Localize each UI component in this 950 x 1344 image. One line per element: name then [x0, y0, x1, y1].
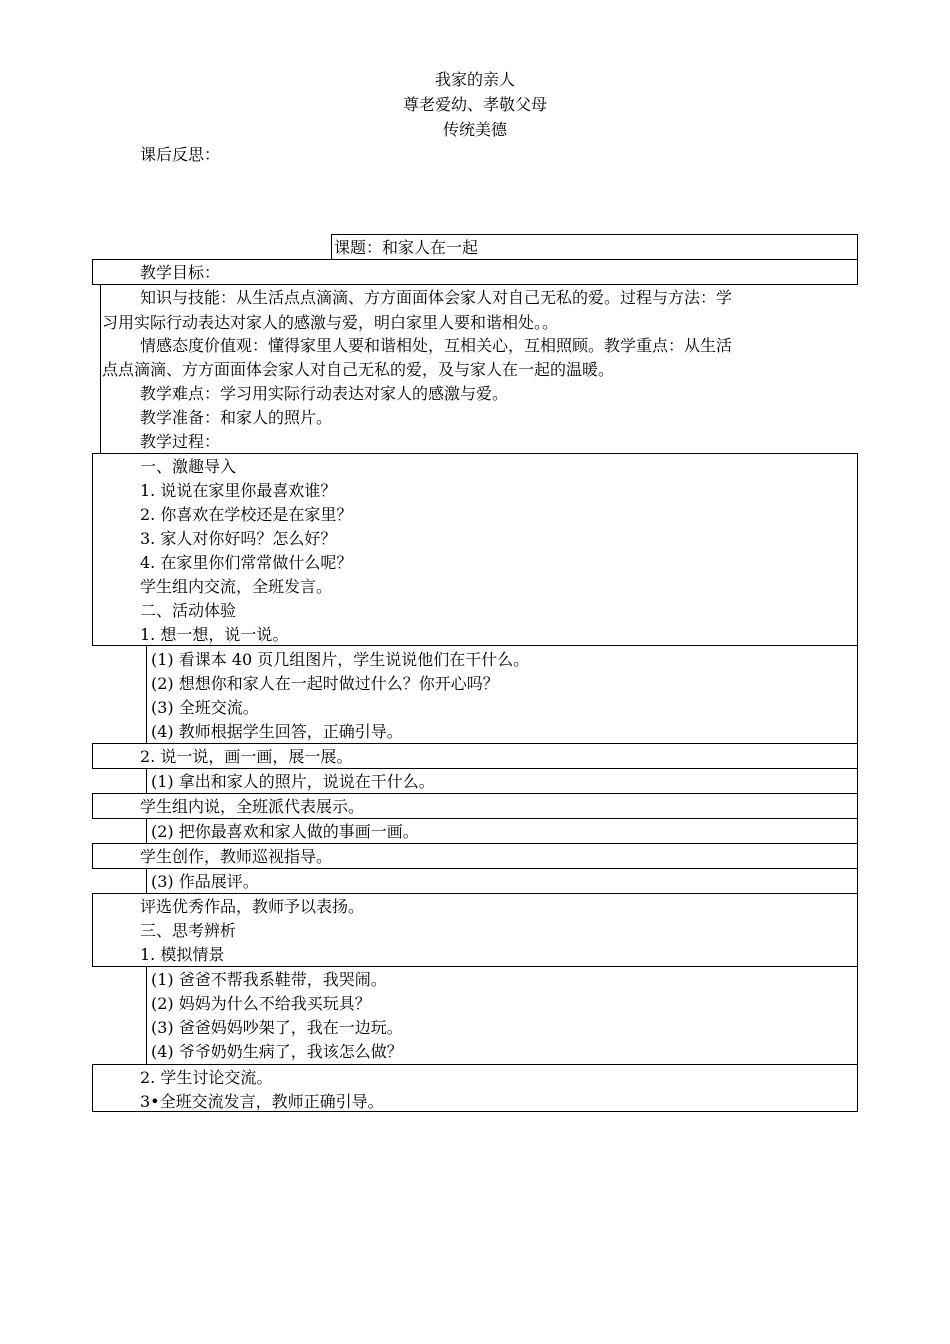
preparation-text: 教学准备：和家人的照片。 [140, 408, 333, 427]
section3-item-1: (1) 爸爸不帮我系鞋带，我哭闹。 [151, 970, 387, 989]
knowledge-line-2: 习用实际行动表达对家人的感激与爱，明白家里人要和谐相处。。 [102, 313, 559, 332]
sub2-item-1: (1) 拿出和家人的照片，说说在干什么。 [151, 772, 435, 791]
section1-summary: 学生组内交流，全班发言。 [140, 577, 333, 596]
section1-q2: 2. 你喜欢在学校还是在家里？ [140, 505, 353, 524]
section2-sub1: 1. 想一想，说一说。 [140, 625, 289, 644]
lesson-title: 课题：和家人在一起 [334, 238, 479, 257]
sub2-note-2: 学生创作，教师巡视指导。 [140, 847, 333, 866]
emotion-line-2: 点点滴滴、方方面面体会家人对自己无私的爱，及与家人在一起的温暖。 [102, 360, 615, 379]
knowledge-line-1: 知识与技能：从生活点点滴滴、方方面面体会家人对自己无私的爱。过程与方法：学 [140, 288, 733, 307]
section3-sub2: 2. 学生讨论交流。 [140, 1068, 273, 1087]
doc-title-line1: 我家的亲人 [434, 70, 515, 89]
section3-heading: 三、思考辨析 [140, 921, 237, 940]
section1-q1: 1. 说说在家里你最喜欢谁？ [140, 481, 337, 500]
sub2-item-2: (2) 把你最喜欢和家人做的事画一画。 [151, 822, 419, 841]
section2-heading: 二、活动体验 [140, 601, 237, 620]
section1-heading: 一、激趣导入 [140, 457, 237, 476]
doc-title-line2: 尊老爱幼、孝敬父母 [402, 95, 547, 114]
process-heading: 教学过程： [140, 432, 221, 451]
difficulty-text: 教学难点：学习用实际行动表达对家人的感激与爱。 [140, 384, 509, 403]
sub1-item-3: (3) 全班交流。 [151, 698, 259, 717]
doc-title-line3: 传统美德 [442, 120, 507, 139]
emotion-line-1: 情感态度价值观：懂得家里人要和谐相处，互相关心，互相照顾。教学重点：从生活 [140, 336, 733, 355]
sub2-note-1: 学生组内说，全班派代表展示。 [140, 797, 365, 816]
reflection-label: 课后反思： [140, 145, 221, 164]
section3-item-4: (4) 爷爷奶奶生病了，我该怎么做？ [151, 1042, 403, 1061]
section3-sub1: 1. 模拟情景 [140, 945, 225, 964]
section1-q3: 3. 家人对你好吗？怎么好？ [140, 529, 337, 548]
sub1-item-2: (2) 想想你和家人在一起时做过什么？你开心吗？ [151, 674, 499, 693]
sub2-note-3: 评选优秀作品，教师予以表扬。 [140, 897, 365, 916]
sub1-item-4: (4) 教师根据学生回答，正确引导。 [151, 722, 403, 741]
section3-item-3: (3) 爸爸妈妈吵架了，我在一边玩。 [151, 1018, 403, 1037]
section3-sub3: 3•全班交流发言，教师正确引导。 [140, 1092, 384, 1111]
section1-q4: 4. 在家里你们常常做什么呢？ [140, 553, 353, 572]
goal-heading: 教学目标： [140, 263, 221, 282]
section3-item-2: (2) 妈妈为什么不给我买玩具？ [151, 994, 371, 1013]
section2-sub2: 2. 说一说，画一画，展一展。 [140, 747, 353, 766]
sub1-item-1: (1) 看课本 40 页几组图片，学生说说他们在干什么。 [151, 650, 530, 669]
sub2-item-3: (3) 作品展评。 [151, 872, 259, 891]
